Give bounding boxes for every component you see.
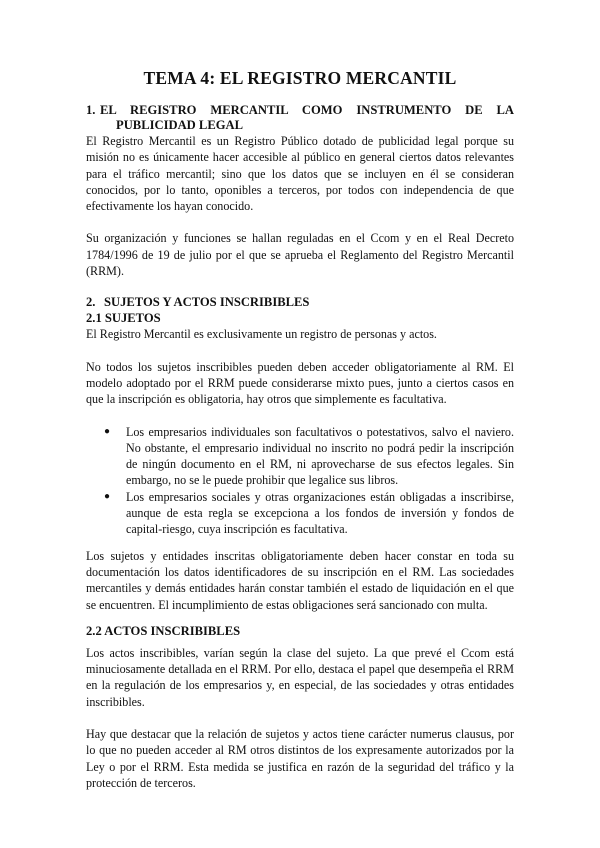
subsection-2-2-paragraph-1: Los actos inscribibles, varían según la clase del sujeto. La que prevé el Ccom está minuciosamente detallada en el RRM. Por ello, destaca el papel que desempeña el RRM en la regulación de los empresarios y, en especial, de las sociedades y otras entidades inscribibles. (86, 645, 514, 709)
section-2-heading-text: SUJETOS Y ACTOS INSCRIBIBLES (104, 295, 310, 310)
page-title: TEMA 4: EL REGISTRO MERCANTIL (143, 68, 457, 88)
bullet-icon: ● (104, 425, 111, 437)
section-1-paragraph-2: Su organización y funciones se hallan reguladas en el Ccom y en el Real Decreto 1784/1996 de 19 de julio por el que se aprueba el Reglamento del Registro Mercantil (RRM). (86, 231, 514, 279)
list-item: ● Los empresarios sociales y otras organizaciones están obligadas a inscribirse, aunque de esta regla se excepciona a los fondos de inversión y fondos de capital-riesgo, cuya inscripción es facultativa. (104, 489, 514, 537)
bullet-list (86, 424, 514, 538)
section-2-heading (86, 295, 514, 310)
subsection-2-2-heading: 2.2 ACTOS INSCRIBIBLES (86, 623, 241, 638)
section-2-number: 2. (86, 295, 96, 310)
subsection-2-1-paragraph-1: El Registro Mercantil es exclusivamente un registro de personas y actos. (86, 327, 437, 342)
bullet-icon: ● (104, 490, 111, 502)
section-1-paragraph-1: El Registro Mercantil es un Registro Público dotado de publicidad legal porque su misión no es únicamente hacer accesible al público en general ciertos datos relevantes para el tráfico mercantil; sino que los datos que se incluyen en él se consideran conocidos, por lo tanto, oponibles a terceros, por todos con independencia de que efectivamente los hayan conocido. (86, 134, 514, 214)
section-1-heading-line2: PUBLICIDAD LEGAL (116, 118, 244, 132)
section-1-number: 1. (86, 103, 96, 117)
section-1-heading-line1: EL REGISTRO MERCANTIL COMO INSTRUMENTO DE LA (100, 103, 514, 117)
section-1-heading (86, 103, 514, 133)
subsection-2-2-paragraph-2: Hay que destacar que la relación de sujetos y actos tiene carácter numerus clausus, por lo que no pueden acceder al RM otros distintos de los expresamente autorizados por la Ley o por el RRM. Esta medida se justifica en razón de la seguridad del tráfico y la protección de terceros. (86, 727, 514, 790)
list-item: ● Los empresarios individuales son facultativos o potestativos, salvo el naviero. No obstante, el empresario individual no inscrito no podrá pedir la inscripción de ningún documento en el RM, ni aprovecharse de sus efectos legales. Sin embargo, no se le puede prohibir que legalice sus libros. (104, 424, 514, 488)
subsection-2-1-heading: 2.1 SUJETOS (86, 311, 161, 326)
subsection-2-1-paragraph-3: Los sujetos y entidades inscritas obligatoriamente deben hacer constar en toda su documentación los datos identificadores de su inscripción en el RM. Las sociedades mercantiles y demás entidades harán constar también el estado de liquidación en el que se encuentren. El incumplimiento de estas obligaciones será sancionado con multa. (86, 548, 514, 612)
subsection-2-1-paragraph-2: No todos los sujetos inscribibles pueden deben acceder obligatoriamente al RM. El modelo adoptado por el RRM puede considerarse mixto pues, junto a ciertos casos en que la inscripción es obligatoria, hay otros que simplemente es facultativa. (86, 359, 514, 407)
